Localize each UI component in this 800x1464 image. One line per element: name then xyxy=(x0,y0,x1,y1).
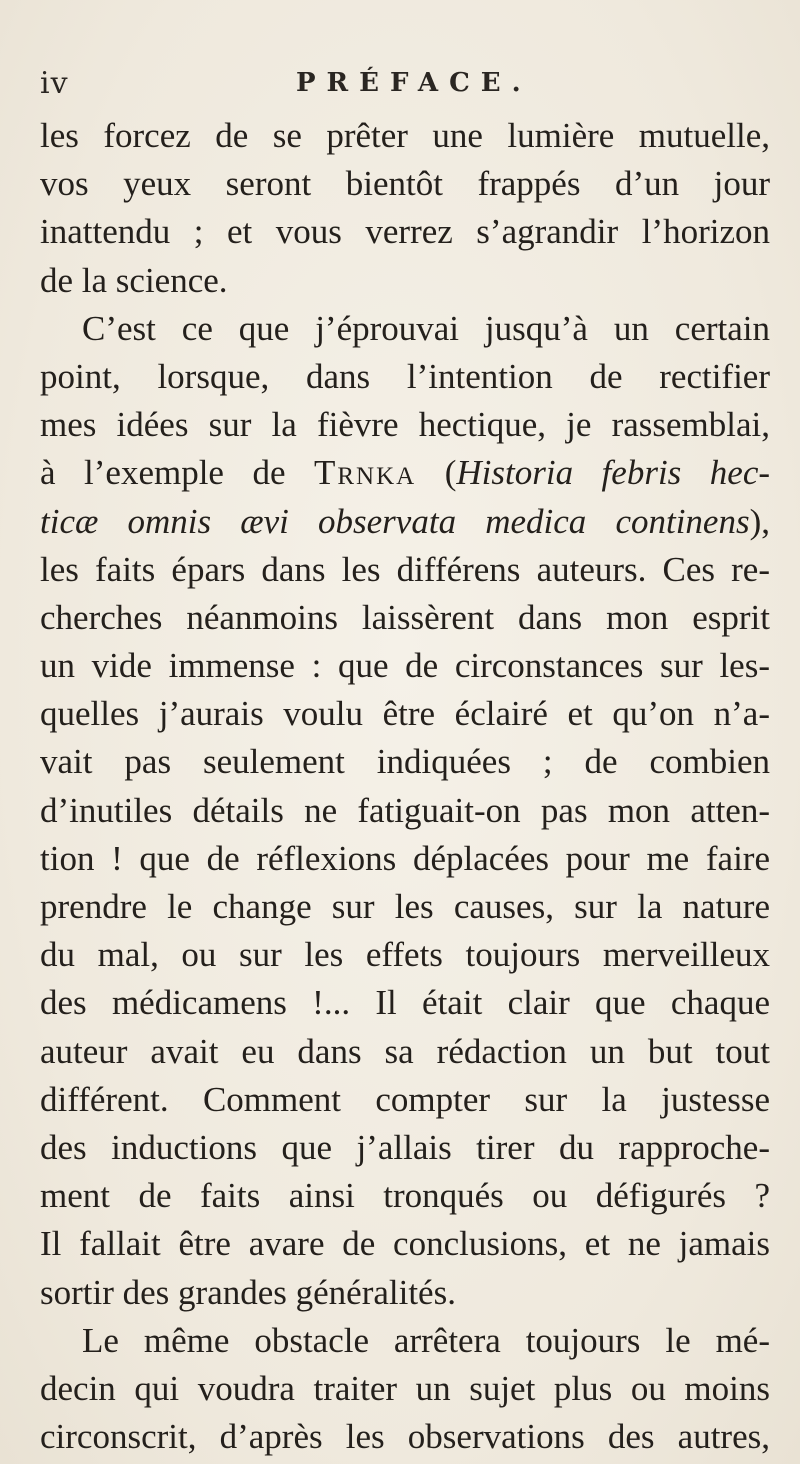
cited-title: Historia febris hec- xyxy=(456,453,770,493)
text-line: circonscrit, d’après les observations des autres, xyxy=(40,1417,770,1457)
text-line: point, lorsque, dans l’intention de rectifier xyxy=(40,356,770,396)
cited-title-continued: ticæ omnis ævi observata medica continens xyxy=(40,501,750,541)
page-number: iv xyxy=(40,66,69,101)
text-line: différent. Comment compter sur la justesse xyxy=(40,1079,770,1119)
text-line: ment de faits ainsi tronqués ou défigurés ? xyxy=(40,1176,770,1216)
running-head-title: PRÉFACE. xyxy=(296,68,532,98)
body-text xyxy=(40,112,770,1461)
text-line: Le même obstacle arrêtera toujours le mé- xyxy=(82,1320,770,1360)
text-line: prendre le change sur les causes, sur la nature xyxy=(40,887,770,926)
text-line-citation xyxy=(40,449,770,497)
text-line: d’inutiles détails ne fatiguait-on pas mon atten- xyxy=(40,790,770,830)
text-line: auteur avait eu dans sa rédaction un but tout xyxy=(40,1031,770,1071)
citation-close: ), xyxy=(749,501,770,541)
text-line-citation xyxy=(40,498,770,546)
text-line: vos yeux seront bientôt frappés d’un jour xyxy=(40,164,770,204)
text-line: C’est ce que j’éprouvai jusqu’à un certain xyxy=(82,308,770,348)
text-line: tion ! que de réflexions déplacées pour me faire xyxy=(40,838,770,878)
text-line: sortir des grandes généralités. xyxy=(40,1272,456,1312)
text-line: des inductions que j’allais tirer du rapproche- xyxy=(40,1127,770,1167)
citation-lead: à l’exemple de xyxy=(40,453,314,493)
text-line: les faits épars dans les différens auteurs. Ces re- xyxy=(40,549,770,589)
text-line: un vide immense : que de circonstances sur les- xyxy=(40,646,770,686)
text-line: cherches néanmoins laissèrent dans mon esprit xyxy=(40,597,770,637)
running-head xyxy=(40,66,770,106)
citation-paren: ( xyxy=(416,453,457,493)
cited-author: Trnka xyxy=(314,453,417,493)
text-line: decin qui voudra traiter un sujet plus ou moins xyxy=(40,1368,770,1408)
text-line: de la science. xyxy=(40,260,228,300)
text-line: les forcez de se prêter une lumière mutuelle, xyxy=(40,116,770,155)
text-line: vait pas seulement indiquées ; de combien xyxy=(40,742,770,782)
text-line: inattendu ; et vous verrez s’agrandir l’horizon xyxy=(40,212,770,252)
text-line: quelles j’aurais voulu être éclairé et qu’on n’a- xyxy=(40,694,770,734)
text-line: mes idées sur la fièvre hectique, je rassemblai, xyxy=(40,405,770,445)
text-line: du mal, ou sur les effets toujours merveilleux xyxy=(40,935,770,975)
text-line: Il fallait être avare de conclusions, et ne jamais xyxy=(40,1224,770,1264)
text-line: des médicamens !... Il était clair que chaque xyxy=(40,983,770,1023)
